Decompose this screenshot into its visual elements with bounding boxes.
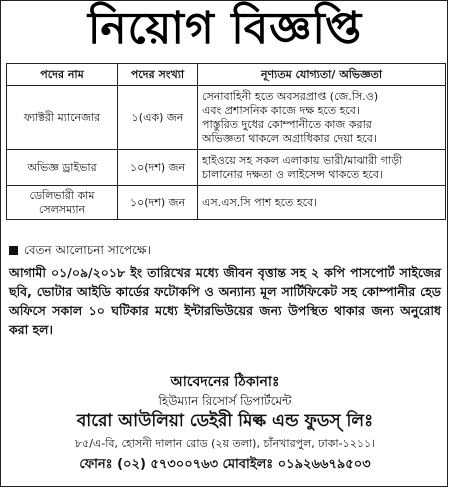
salary-note — [9, 242, 439, 258]
count-cell: ১০(দশ) জন — [118, 150, 198, 186]
position-cell: ডেলিভারী কাম সেলসম্যান — [7, 186, 118, 220]
requirement-line: অভিজ্ঞতা থাকলে অগ্রাধিকার দেয়া হবে। — [202, 131, 377, 145]
requirement-line: এস.এস.সি পাশ হতে হবে। — [202, 195, 318, 209]
header-count: পদের সংখ্যা — [118, 64, 198, 86]
table-header-row — [7, 64, 446, 86]
vacancy-table — [6, 63, 446, 220]
requirement-line: এবং প্রশাসনিক কাজে দক্ষ হতে হবে। — [202, 103, 360, 117]
table-row — [7, 186, 446, 220]
address-heading: আবেদনের ঠিকানাঃ — [170, 374, 280, 390]
header-requirement: নূণ্যতম যোগ্যতা/ অভিজ্ঞতা — [198, 64, 446, 86]
requirement-cell — [198, 186, 446, 220]
company-name: বারো আউলিয়া ডেইরী মিল্ক এন্ড ফুডস্ লিঃ — [76, 411, 374, 431]
company-address: ৮৫/এ-বি, হোসনী দালান রোড (২য় তলা), চাঁনখারপুল, ঢাকা-১২১১। — [74, 437, 376, 450]
count-cell: ১০(দশ) জন — [118, 186, 198, 220]
requirement-cell — [198, 86, 446, 150]
ad-title: নিয়োগ বিজ্ঞপ্তি — [87, 2, 363, 54]
position-cell: অভিজ্ঞ ড্রাইভার — [7, 150, 118, 186]
requirement-line: সেনাবাহিনী হতে অবসরপ্রাপ্ত (জে.সি.ও) — [202, 89, 379, 103]
salary-text: বেতন আলোচনা সাপেক্ষে। — [24, 243, 151, 257]
requirement-line: চালানোর দক্ষতা ও লাইসেন্স থাকতে হবে। — [202, 167, 383, 181]
table-row — [7, 150, 446, 186]
table-row — [7, 86, 446, 150]
requirement-line: পাস্তুরিত দুধের কোম্পানীতে কাজ করার — [202, 117, 372, 131]
requirement-cell — [198, 150, 446, 186]
count-cell: ১(এক) জন — [118, 86, 198, 150]
position-cell: ফ্যাক্টরী ম্যানেজার — [7, 86, 118, 150]
department-name: হিউম্যান রিসোর্স ডিপার্টমেন্ট — [158, 394, 292, 408]
contact-info: ফোনঃ (০২) ৫৭৩০০৭৬৩ মোবাইলঃ ০১৯২৬৬৭৯৫০৩ — [79, 457, 371, 472]
square-bullet-icon — [9, 246, 18, 255]
application-instructions: আগামী ০১/০৯/২০১৮ ইং তারিখের মধ্যে জীবন বৃত্তান্ত সহ ২ কপি পাসপোর্ট সাইজের ছবি, ভোটার আইডি কার্ডের ফটোকপি ও অন্যান্য মূল সার্টিফিকেট সহ কোম্পানীর হেড অফিসে সকাল ১০ ঘটিকার মধ্যে ইন্টারভিউয়ের জন্য উপস্থিত থাকার জন্য অনুরোধ করা হল। — [9, 265, 441, 337]
requirement-line: হাইওয়ে সহ সকল এলাকায় ভারী/মাঝারী গাড়ী — [202, 153, 403, 167]
header-position: পদের নাম — [7, 64, 118, 86]
